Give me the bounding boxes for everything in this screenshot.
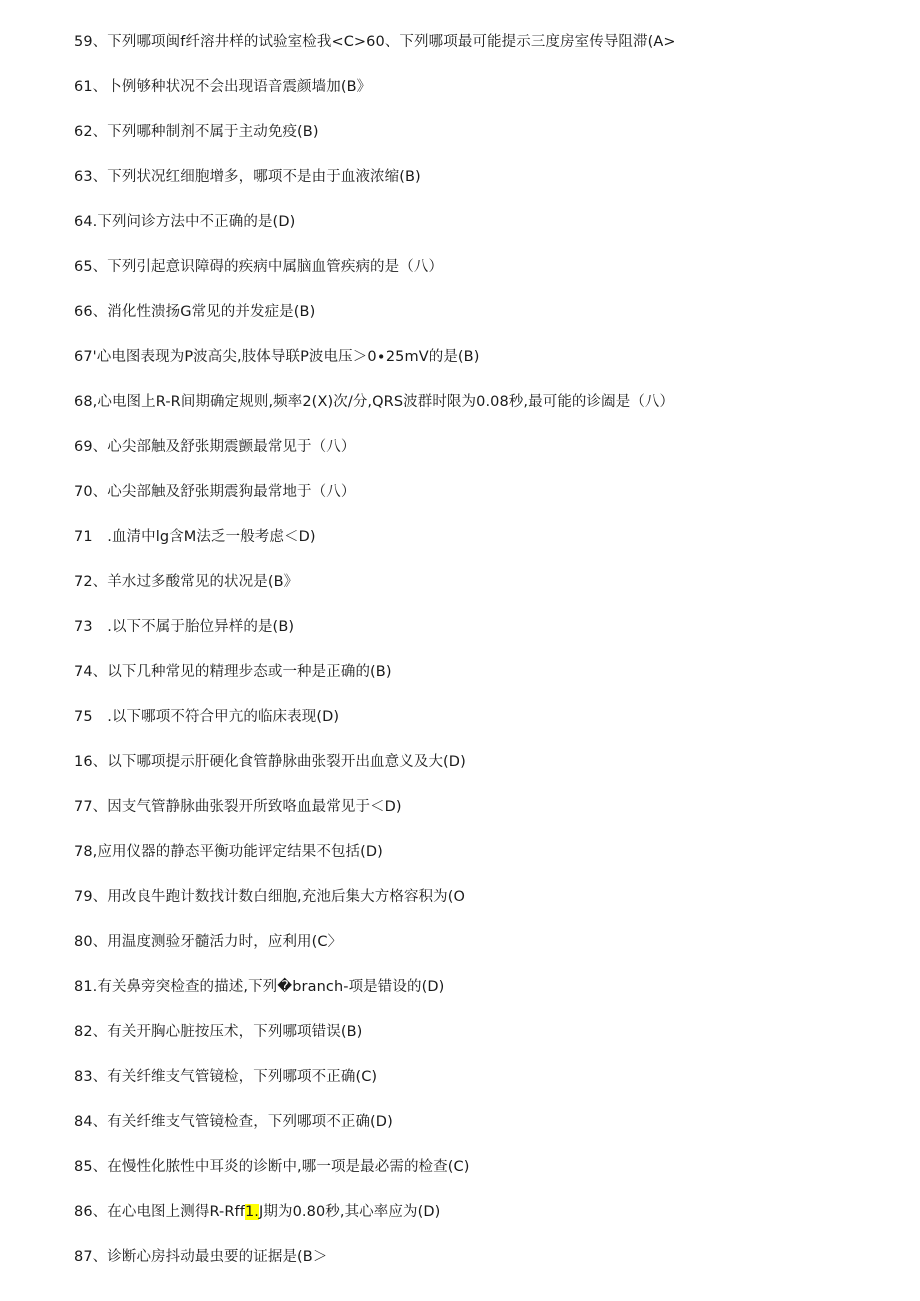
highlighted-text: 1. [244,1204,260,1220]
question-line-78: 78,应用仪器的静态平衡功能评定结果不包括(D) [74,844,383,860]
question-line-72: 72、羊水过多酸常见的状况是(B》 [74,574,299,590]
question-line-75: 75 .以下哪项不符合甲亢的临床表现(D) [74,709,340,725]
question-line-59-60: 59、下列哪项闽f纤溶井样的试验室检我<C>60、下列哪项最可能提示三度房室传导阻滞(A> [74,34,676,50]
question-line-82: 82、有关开胸心脏按压术，下列哪项错误(B) [74,1024,363,1040]
question-line-64: 64.下列问诊方法中不正确的是(D) [74,214,296,230]
question-86-text-after: J期为0.80秒,其心率应为(D) [259,1204,441,1220]
question-line-71: 71 .血清中lg含M法乏一般考虑＜D) [74,529,316,545]
question-line-70: 70、心尖部触及舒张期震狗最常地于（八） [74,484,356,500]
question-line-79: 79、用改良牛跑计数找计数白细胞,充池后集大方格容积为(O [74,889,466,905]
question-line-61: 61、卜例够种状况不会出现语音震颜墙加(B》 [74,79,372,95]
question-line-73: 73 .以下不属于胎位异样的是(B) [74,619,295,635]
question-line-68: 68,心电图上R-R间期确定规则,频率2(X)次/分,QRS波群时限为0.08秒,最可能的诊阖是（八） [74,394,675,410]
question-line-86 [74,1199,904,1244]
question-line-65: 65、下列引起意识障碍的疾病中属脑血管疾病的是（八） [74,259,444,275]
question-line-80: 80、用温度测验牙髓活力时，应利用(C〉 [74,934,343,950]
question-line-85: 85、在慢性化脓性中耳炎的诊断中,哪一项是最必需的检查(C) [74,1159,470,1175]
question-line-66: 66、消化性溃扬G常见的并发症是(B) [74,304,316,320]
question-list [74,29,904,1289]
question-line-67: 67'心电图表现为P波高尖,肢体导联P波电压＞0∙25mV的是(B) [74,349,480,365]
question-86-text-before: 86、在心电图上测得R-Rff [74,1204,245,1220]
question-line-63: 63、下列状况红细胞增多，哪项不是由于血液浓缩(B) [74,169,421,185]
question-line-83: 83、有关纤维支气管镜检，下列哪项不正确(C) [74,1069,378,1085]
question-line-81: 81.有关鼻旁突检查的描述,下列�branch-项是错设的(D) [74,979,445,995]
question-line-76: 16、以下哪项提示肝硬化食管静脉曲张裂开出血意义及大(D) [74,754,466,770]
question-line-77: 77、因支气管静脉曲张裂开所致咯血最常见于＜D) [74,799,402,815]
question-line-84: 84、有关纤维支气管镜检查，下列哪项不正确(D) [74,1114,393,1130]
question-line-62: 62、下列哪种制剂不属于主动免疫(B) [74,124,319,140]
question-line-69: 69、心尖部触及舒张期震颤最常见于（八） [74,439,356,455]
question-line-87: 87、诊断心房抖动最虫要的证据是(B＞ [74,1249,328,1265]
question-line-74: 74、以下几种常见的精理步态或一种是正确的(B) [74,664,392,680]
